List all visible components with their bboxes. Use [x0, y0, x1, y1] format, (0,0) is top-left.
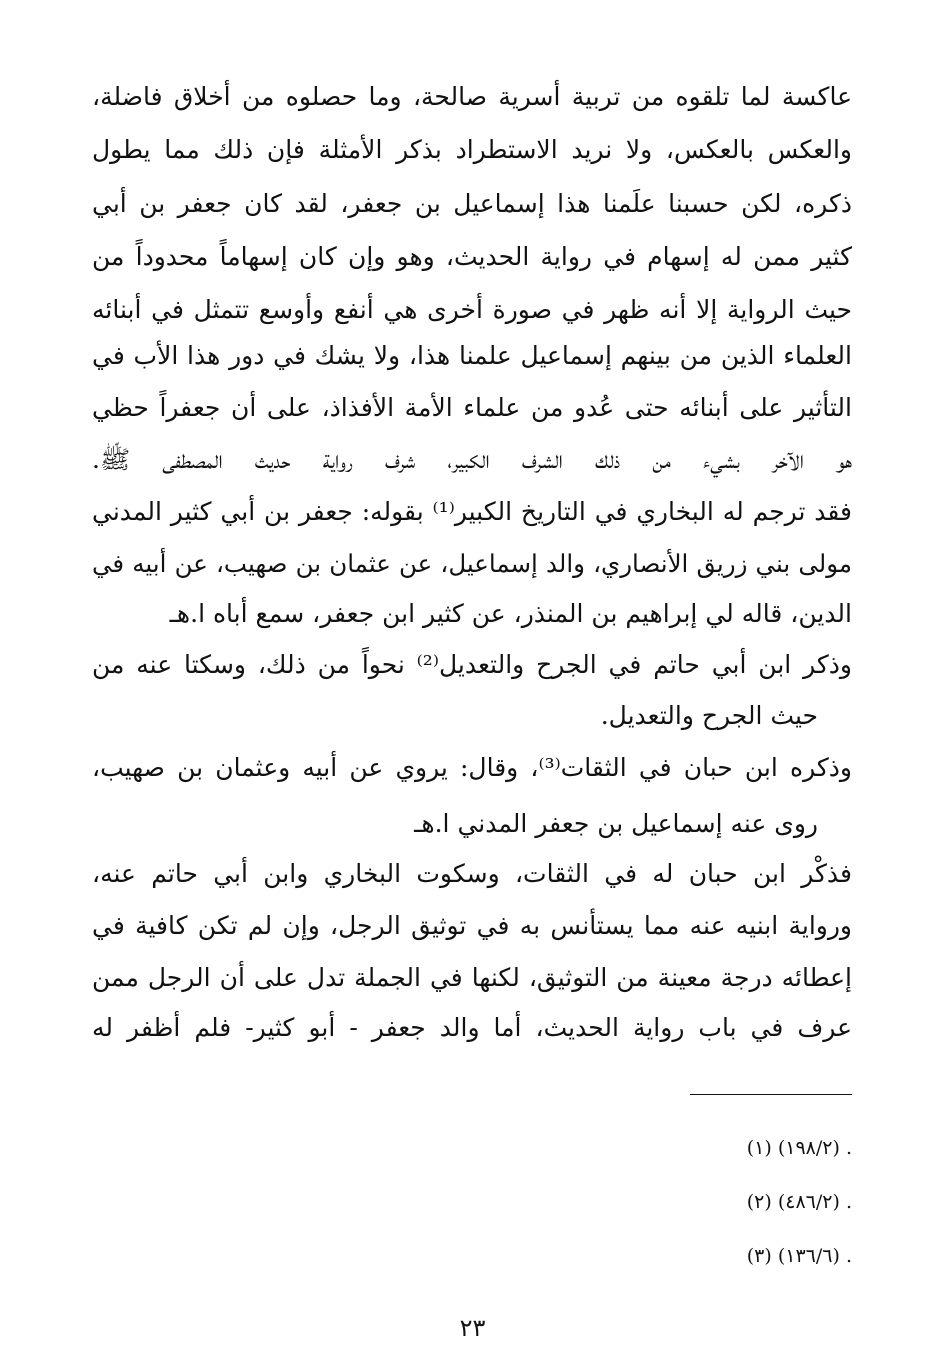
body-line: والعكس بالعكس، ولا نريد الاستطراد بذكر الأمثلة فإن ذلك مما يطول	[92, 135, 852, 164]
body-line: فذكْر ابن حبان له في الثقات، وسكوت البخاري وابن أبي حاتم عنه،	[92, 859, 852, 888]
body-line: إعطائه درجة معينة من التوثيق، لكنها في الجملة تدل على أن الرجل ممن	[92, 963, 852, 992]
body-line: فقد ترجم له البخاري في التاريخ الكبير⁽¹⁾ بقوله: جعفر بن أبي كثير المدني	[92, 497, 852, 526]
body-line: ذكره، لكن حسبنا علَمنا هذا إسماعيل بن جعفر، لقد كان جعفر بن أبي	[92, 189, 852, 218]
body-line: وذكر ابن أبي حاتم في الجرح والتعديل⁽²⁾ نحواً من ذلك، وسكتا عنه من	[92, 650, 852, 679]
body-line: العلماء الذين من بينهم إسماعيل علمنا هذا، ولا يشك في دور هذا الأب في	[92, 341, 852, 370]
footnote: (٣) (١٣٦/٦) .	[746, 1245, 852, 1267]
body-line: ورواية ابنيه عنه مما يستأنس به في توثيق الرجل، وإن لم تكن كافية في	[92, 911, 852, 940]
body-line: مولى بني زريق الأنصاري، والد إسماعيل، عن عثمان بن صهيب، عن أبيه في	[92, 549, 852, 578]
body-line: التأثير على أبنائه حتى عُدو من علماء الأمة الأفذاذ، على أن جعفراً حظي	[92, 393, 852, 422]
body-line: عرف في باب رواية الحديث، أما والد جعفر - أبو كثير- فلم أظفر له	[92, 1013, 852, 1042]
body-line: حيث الرواية إلا أنه ظهر في صورة أخرى هي أنفع وأوسع تتمثل في أبنائه	[92, 295, 852, 324]
body-line: روى عنه إسماعيل بن جعفر المدني ا.هـ	[414, 809, 818, 838]
body-line: هو الآخر بشيء من ذلك الشرف الكبير، شرف رواية حديث المصطفى ﷺ.	[92, 445, 852, 474]
footnote-separator	[690, 1094, 852, 1095]
footnote: (٢) (٤٨٦/٢) .	[746, 1191, 852, 1213]
body-line: الدين، قاله لي إبراهيم بن المنذر، عن كثير ابن جعفر، سمع أباه ا.هـ	[169, 599, 852, 628]
body-line: حيث الجرح والتعديل.	[600, 701, 818, 730]
body-line: عاكسة لما تلقوه من تربية أسرية صالحة، وما حصلوه من أخلاق فاضلة،	[92, 82, 852, 111]
footnote: (١) (١٩٨/٢) .	[746, 1137, 852, 1159]
body-line: وذكره ابن حبان في الثقات⁽³⁾، وقال: يروي عن أبيه وعثمان بن صهيب،	[92, 753, 852, 782]
page-number: ٢٣	[459, 1314, 486, 1342]
body-line: كثير ممن له إسهام في رواية الحديث، وهو وإن كان إسهاماً محدوداً من	[92, 242, 852, 271]
